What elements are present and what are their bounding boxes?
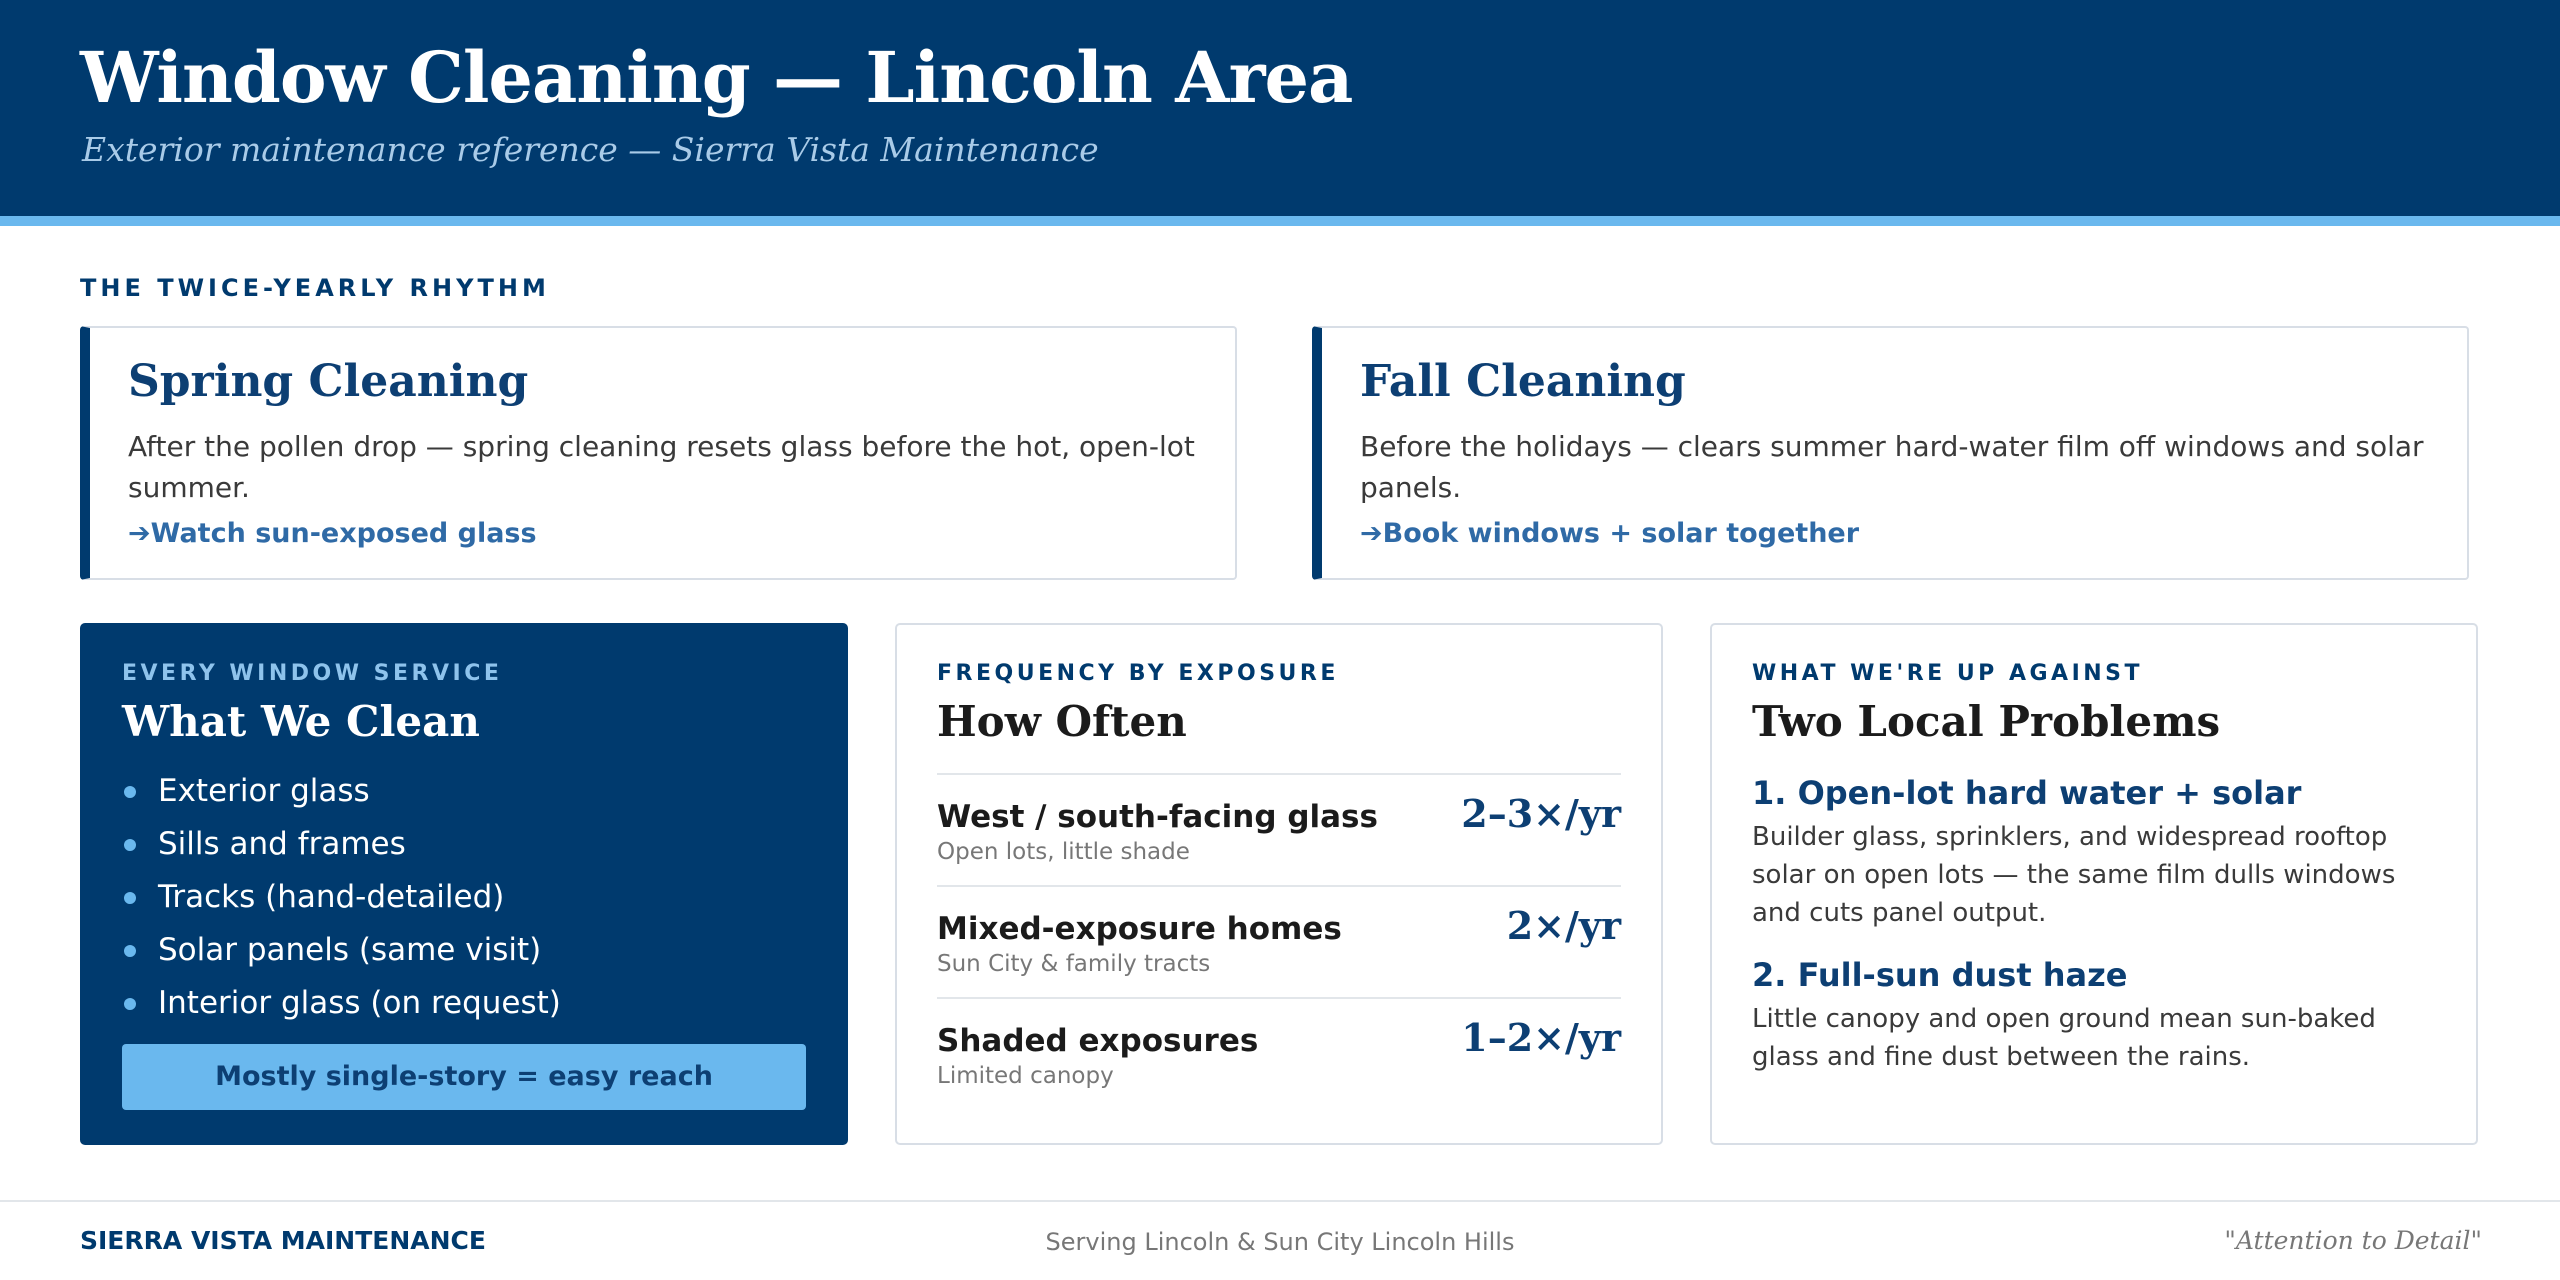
frequency-row-name: West / south-facing glass xyxy=(937,799,1378,835)
clean-list xyxy=(122,765,561,1030)
bullet-icon xyxy=(124,786,136,798)
how-often-title: How Often xyxy=(937,697,1187,746)
bullet-icon xyxy=(124,945,136,957)
problem-description: Little canopy and open ground mean sun-baked glass and fine dust between the rains. xyxy=(1752,1004,2376,1072)
page-title: Window Cleaning — Lincoln Area xyxy=(80,36,1353,119)
frequency-row xyxy=(937,997,1621,1109)
problem-title: 2. Full-sun dust haze xyxy=(1752,956,2128,994)
list-item-label: Tracks (hand-detailed) xyxy=(158,879,505,915)
fall-cleaning-title: Fall Cleaning xyxy=(1360,356,1686,407)
frequency-row-rate: 2×/yr xyxy=(1506,903,1621,948)
bullet-icon xyxy=(124,998,136,1010)
easy-reach-callout: Mostly single-story = easy reach xyxy=(122,1044,806,1110)
bullet-icon xyxy=(124,892,136,904)
frequency-row-note: Sun City & family tracts xyxy=(937,951,1211,977)
what-we-clean-title: What We Clean xyxy=(122,697,480,746)
problem-title: 1. Open-lot hard water + solar xyxy=(1752,774,2302,812)
list-item-label: Exterior glass xyxy=(158,773,370,809)
footer-tagline: "Attention to Detail" xyxy=(2224,1226,2482,1255)
fall-cleaning-description: Before the holidays — clears summer hard-water film off windows and solar panels. xyxy=(1360,430,2424,504)
local-problems-eyebrow: WHAT WE'RE UP AGAINST xyxy=(1752,661,2144,686)
list-item xyxy=(122,924,561,977)
frequency-row-rate: 1–2×/yr xyxy=(1461,1015,1621,1060)
bullet-icon xyxy=(124,839,136,851)
spring-cleaning-title: Spring Cleaning xyxy=(128,356,529,407)
frequency-row-note: Limited canopy xyxy=(937,1063,1114,1089)
list-item xyxy=(122,871,561,924)
footer-brand: SIERRA VISTA MAINTENANCE xyxy=(80,1226,486,1255)
list-item-label: Sills and frames xyxy=(158,826,406,862)
frequency-row xyxy=(937,885,1621,997)
section-label-rhythm: THE TWICE-YEARLY RHYTHM xyxy=(80,274,550,302)
list-item-label: Interior glass (on request) xyxy=(158,985,561,1021)
watch-sun-exposed-glass-link[interactable]: ➔Watch sun-exposed glass xyxy=(128,518,537,549)
list-item xyxy=(122,977,561,1030)
page-header xyxy=(0,0,2560,226)
frequency-row-name: Shaded exposures xyxy=(937,1023,1259,1059)
list-item-label: Solar panels (same visit) xyxy=(158,932,542,968)
frequency-row-rate: 2–3×/yr xyxy=(1461,791,1621,836)
footer-service-area: Serving Lincoln & Sun City Lincoln Hills xyxy=(1045,1228,1515,1256)
problem-description: Builder glass, sprinklers, and widespread rooftop solar on open lots — the same film dulls windows and cuts panel output. xyxy=(1752,822,2396,928)
what-we-clean-card xyxy=(80,623,848,1145)
local-problems-card xyxy=(1710,623,2478,1145)
how-often-card xyxy=(895,623,1663,1145)
spring-cleaning-description: After the pollen drop — spring cleaning resets glass before the hot, open-lot summer. xyxy=(128,430,1195,504)
spring-cleaning-card xyxy=(80,326,1237,580)
list-item xyxy=(122,818,561,871)
list-item xyxy=(122,765,561,818)
page-subtitle: Exterior maintenance reference — Sierra Vista Maintenance xyxy=(82,130,1099,169)
frequency-row-note: Open lots, little shade xyxy=(937,839,1190,865)
book-windows-solar-link[interactable]: ➔Book windows + solar together xyxy=(1360,518,1860,549)
frequency-row xyxy=(937,773,1621,885)
page-footer xyxy=(0,1200,2560,1280)
how-often-eyebrow: FREQUENCY BY EXPOSURE xyxy=(937,661,1339,686)
fall-cleaning-card xyxy=(1312,326,2469,580)
frequency-row-name: Mixed-exposure homes xyxy=(937,911,1342,947)
what-we-clean-eyebrow: EVERY WINDOW SERVICE xyxy=(122,661,503,686)
local-problems-title: Two Local Problems xyxy=(1752,697,2221,746)
